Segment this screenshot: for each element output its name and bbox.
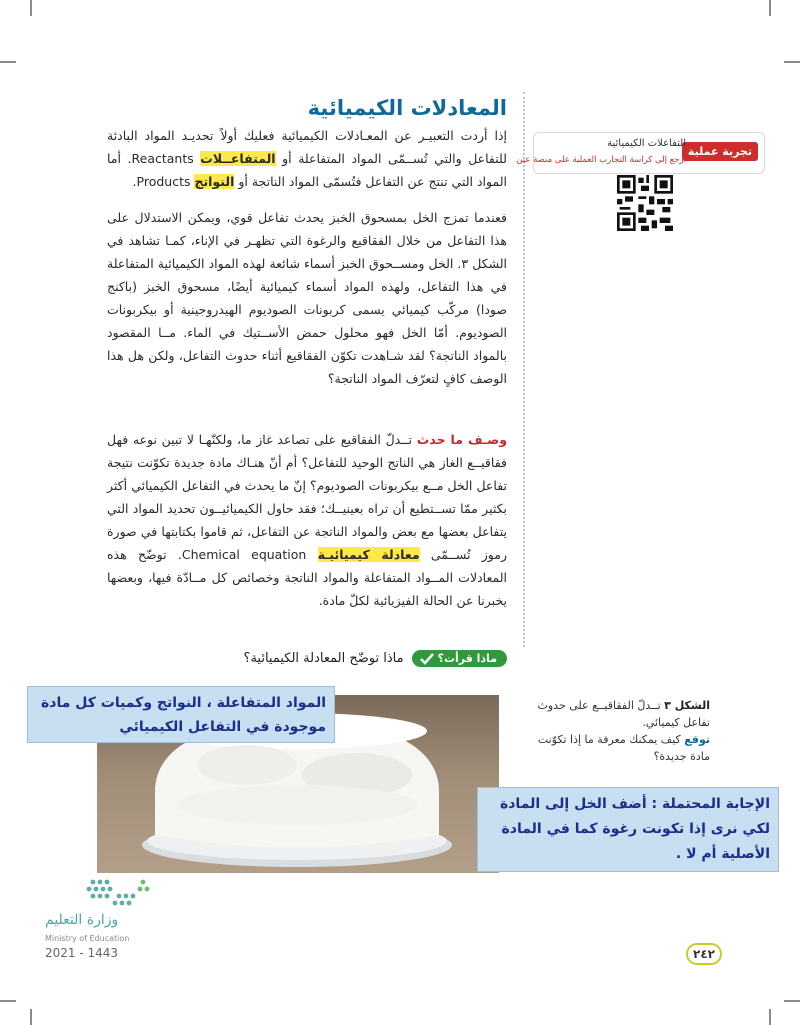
section-title: المعادلات الكيميائية bbox=[307, 96, 507, 120]
crop-mark bbox=[784, 61, 800, 63]
predicted-answer-annotation: الإجابة المحتملة : أضف الخل إلى المادة لكي نرى إذا تكونت رغوة كما في المادة الأصلية أم لا . bbox=[477, 787, 779, 872]
crop-mark bbox=[0, 1000, 16, 1002]
ministry-logo-icon bbox=[45, 878, 155, 908]
column-divider bbox=[523, 92, 525, 647]
reading-check-question: ماذا توضّح المعادلة الكيميائية؟ bbox=[243, 651, 404, 666]
intro-line: إذا أردت التعبيـر عن المعـادلات الكيميائية فعليك أولاً تحديـد المواد البادئة bbox=[107, 128, 507, 143]
lab-subtitle: ارجع إلى كراسة التجارب العملية على منصة عين bbox=[516, 155, 686, 165]
reading-check-badge bbox=[412, 650, 507, 667]
intro-line: Reactants. أما المواد bbox=[107, 151, 507, 189]
crop-mark bbox=[769, 1009, 771, 1025]
page-number: ٢٤٢ bbox=[686, 943, 722, 965]
crop-mark bbox=[30, 0, 32, 16]
intro-line: للتفاعل والتي تُســمّى المواد المتفاعلة أو bbox=[275, 151, 507, 166]
figure-label: الشكل ٣ bbox=[664, 699, 710, 712]
reading-check bbox=[244, 650, 507, 667]
edition-year: 2021 - 1443 bbox=[45, 946, 119, 960]
checkmark-icon bbox=[420, 653, 434, 665]
describe-heading: وصـف ما حدث bbox=[416, 432, 508, 447]
intro-line: Products. bbox=[132, 174, 195, 189]
intro-paragraph bbox=[107, 124, 507, 193]
intro-line: التي تنتج عن التفاعل فتُسمّى المواد الناتجة أو bbox=[234, 174, 473, 189]
reactants-term: المتفاعــلات bbox=[200, 151, 276, 166]
crop-mark bbox=[30, 1009, 32, 1025]
predict-label: توقع bbox=[684, 733, 710, 746]
crop-mark bbox=[0, 61, 16, 63]
body-paragraph-2: فعندما تمزج الخل بمسحوق الخبز يحدث تفاعل قوي، ويمكن الاستدلال على هذا التفاعل من خلال الفقاقيع والرغوة التي تظهـر في الإناء، كمـا تشاهد في الشكل ٣. الخل ومســحوق الخبز أسماء شائعة لهذه المواد الكيميائية المتفاعلة في هذا التفاعل، ولهذه المواد أسماء كيميائية أيضًا، مسحوق الخبز (باكنج صودا) مركّب كيميائي يسمى كربونات الصوديوم الهيدروجينية أو بيكربونات الصوديوم. أمّا الخل فهو محلول حمض الأســتيك في الماء. مــا المقصود بالمواد الناتجة؟ لقد شـاهدت تكوّن الفقاقيع أثناء حدوث التفاعل، ولكن هل هذا الوصف كافٍ لتعرّف المواد الناتجة؟ bbox=[107, 210, 508, 386]
answer-annotation: المواد المتفاعلة ، النواتج وكميات كل مادة موجودة في التفاعل الكيميائي bbox=[27, 686, 335, 743]
crop-mark bbox=[769, 0, 771, 16]
paragraph-text: Chemical equation. توضّح هذه المعادلات المــواد المتفاعلة والمواد الناتجة وخصائص كل مــادّة فيها، وبعضها يخبرنا عن الحالة الفيزيائية لكلّ مادة. bbox=[107, 547, 507, 608]
lab-tag: تجربة عملية bbox=[682, 142, 758, 161]
chemical-equation-term: معادلة كيميائيـة bbox=[317, 547, 420, 562]
lab-activity-box[interactable] bbox=[516, 132, 765, 174]
products-term: النواتج bbox=[194, 174, 235, 189]
lab-title: التفاعلات الكيميائية bbox=[607, 138, 686, 149]
figure-caption-text: تــدلّ الفقاقيــع على حدوث تفاعل كيميائي. bbox=[537, 699, 710, 729]
reading-check-label: ماذا قرأت؟ bbox=[437, 652, 497, 665]
predict-question: كيف يمكنك معرفة ما إذا تكوّنت مادة جديدة؟ bbox=[537, 733, 710, 763]
ministry-name-ar: وزارة التعليم bbox=[45, 912, 119, 928]
body-paragraph-3 bbox=[107, 428, 507, 612]
paragraph-text: تــدلّ الفقاقيع على تصاعد غاز ما، ولكنّهـا لا تبين نوعه فهل فقاقيــع الغاز هي الناتج الوحيد للتفاعل؟ أم أنّ هنـاك مادة جديدة تكوّنت نتيجة تفاعل الخل مــع بيكربونات الصوديوم؟ إنّ ما يحدث في التفاعل الكيميائي أكثر بكثير ممّا تســتطيع أن تراه بعينيــك؛ فقد حاول الكيميائيــون تحديد المواد التي يتفاعل بعضها مع بعض والمواد الناتجة عن التفاعل، ثم قاموا بكتابتها في صورة رموز تُســمّى bbox=[107, 432, 507, 562]
crop-mark bbox=[784, 1000, 800, 1002]
qr-code-icon[interactable] bbox=[617, 175, 673, 231]
figure-caption bbox=[520, 697, 710, 765]
ministry-name-en: Ministry of Education bbox=[45, 934, 130, 943]
